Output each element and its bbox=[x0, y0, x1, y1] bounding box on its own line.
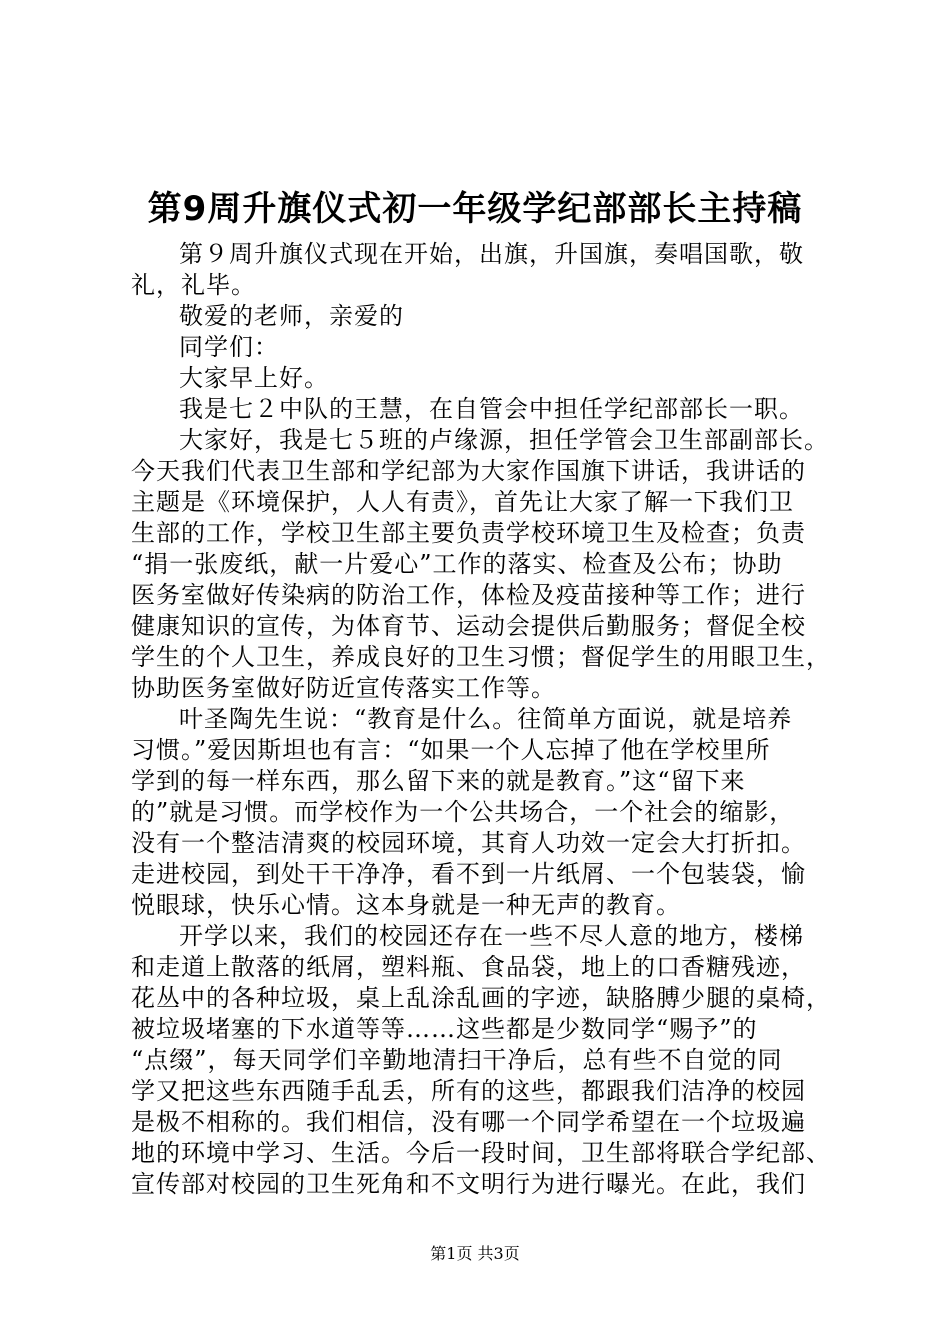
text-line: 礼，礼毕。 bbox=[131, 271, 256, 299]
text-line: 学又把这些东西随手乱丢，所有的这些，都跟我们洁净的校园 bbox=[131, 1077, 806, 1105]
text-line: 同学们： bbox=[179, 333, 279, 361]
text-line: “点缀”，每天同学们辛勤地清扫干净后，总有些不自觉的同 bbox=[131, 1046, 783, 1074]
text-line: 大家好，我是七５班的卢缘源，担任学管会卫生部副部长。 bbox=[179, 426, 829, 454]
text-line: 开学以来，我们的校园还存在一些不尽人意的地方，楼梯 bbox=[179, 922, 804, 950]
text-line: 习惯。”爱因斯坦也有言：“如果一个人忘掉了他在学校里所 bbox=[131, 736, 771, 764]
text-line: 是极不相称的。我们相信，没有哪一个同学希望在一个垃圾遍 bbox=[131, 1108, 806, 1136]
text-line: 主题是《环境保护，人人有责》，首先让大家了解一下我们卫 bbox=[131, 488, 794, 516]
document-title: 第9周升旗仪式初一年级学纪部部长主持稿 bbox=[147, 189, 803, 229]
text-line: 没有一个整洁清爽的校园环境，其育人功效一定会大打折扣。 bbox=[131, 829, 806, 857]
text-line: 被垃圾堵塞的下水道等等……这些都是少数同学“赐予”的 bbox=[131, 1015, 758, 1043]
text-line: 花丛中的各种垃圾，桌上乱涂乱画的字迹，缺胳膊少腿的桌椅， bbox=[131, 984, 831, 1012]
text-line: 协助医务室做好防近宣传落实工作等。 bbox=[131, 674, 556, 702]
text-line: 和走道上散落的纸屑，塑料瓶、食品袋，地上的口香糖残迹， bbox=[131, 953, 806, 981]
document-body bbox=[131, 239, 831, 1200]
text-line: 地的环境中学习、生活。今后一段时间，卫生部将联合学纪部、 bbox=[131, 1139, 831, 1167]
text-line: 大家早上好。 bbox=[179, 364, 329, 392]
text-line: 生部的工作，学校卫生部主要负责学校环境卫生及检查；负责 bbox=[131, 519, 806, 547]
text-line: 的”就是习惯。而学校作为一个公共场合，一个社会的缩影， bbox=[131, 798, 795, 826]
text-line: “捐一张废纸，献一片爱心”工作的落实、检查及公布；协助 bbox=[131, 550, 783, 578]
text-line: 今天我们代表卫生部和学纪部为大家作国旗下讲话，我讲话的 bbox=[131, 457, 806, 485]
text-line: 医务室做好传染病的防治工作，体检及疫苗接种等工作；进行 bbox=[131, 581, 806, 609]
text-line: 走进校园，到处干干净净，看不到一片纸屑、一个包装袋，愉 bbox=[131, 860, 806, 888]
text-line: 学生的个人卫生，养成良好的卫生习惯；督促学生的用眼卫生， bbox=[131, 643, 831, 671]
text-line: 第９周升旗仪式现在开始，出旗，升国旗，奏唱国歌，敬 bbox=[179, 240, 804, 268]
text-line: 健康知识的宣传，为体育节、运动会提供后勤服务；督促全校 bbox=[131, 612, 806, 640]
text-line: 叶圣陶先生说：“教育是什么。往简单方面说，就是培养 bbox=[179, 705, 793, 733]
text-line: 我是七２中队的王慧，在自管会中担任学纪部部长一职。 bbox=[179, 395, 804, 423]
text-line: 悦眼球，快乐心情。这本身就是一种无声的教育。 bbox=[131, 891, 681, 919]
text-line: 宣传部对校园的卫生死角和不文明行为进行曝光。在此，我们 bbox=[131, 1170, 806, 1198]
text-line: 敬爱的老师，亲爱的 bbox=[179, 302, 404, 330]
page-footer: 第1页 共3页 bbox=[430, 1244, 520, 1263]
text-line: 学到的每一样东西，那么留下来的就是教育。”这“留下来 bbox=[131, 767, 746, 795]
